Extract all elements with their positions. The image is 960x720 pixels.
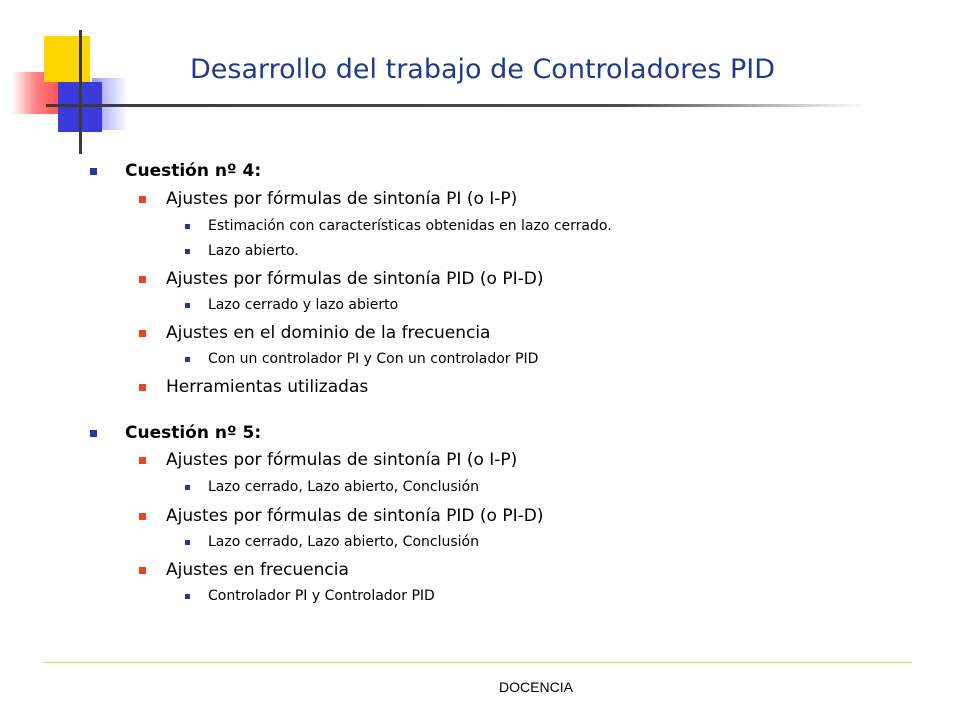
sub-list-item <box>185 297 398 313</box>
level1-bullet <box>90 168 97 175</box>
section-heading-text: Cuestión nº 4: <box>125 161 262 181</box>
sub-list-item-label: Lazo abierto. <box>208 243 299 259</box>
list-item <box>139 560 349 580</box>
level3-bullet <box>185 224 190 229</box>
sub-list-item <box>185 218 612 234</box>
sub-list-item-label: Estimación con características obtenidas en lazo cerrado. <box>208 218 612 234</box>
level2-bullet <box>139 457 146 464</box>
sub-list-item <box>185 588 435 604</box>
footer-text: DOCENCIA <box>499 679 573 695</box>
list-item <box>139 269 543 289</box>
section-heading-text: Cuestión nº 5: <box>125 423 262 443</box>
sub-list-item <box>185 351 538 367</box>
level3-bullet <box>185 357 190 362</box>
section-heading-5 <box>90 423 261 443</box>
level2-bullet <box>139 567 146 574</box>
list-item-label: Herramientas utilizadas <box>166 377 369 397</box>
sub-list-item <box>185 243 299 259</box>
list-item <box>139 506 543 526</box>
sub-list-item <box>185 479 479 495</box>
slide-logo <box>0 0 140 160</box>
list-item <box>139 377 368 397</box>
slide-title: Desarrollo del trabajo de Controladores PID <box>190 54 776 85</box>
level3-bullet <box>185 249 190 254</box>
level3-bullet <box>185 303 190 308</box>
logo-yellow-square <box>44 36 90 82</box>
sub-list-item <box>185 534 479 550</box>
sub-list-item-label: Lazo cerrado, Lazo abierto, Conclusión <box>208 479 479 495</box>
list-item-label: Ajustes en frecuencia <box>166 560 349 580</box>
list-item-label: Ajustes por fórmulas de sintonía PI (o I-P) <box>166 189 518 209</box>
footer-divider <box>42 662 912 663</box>
list-item <box>139 189 517 209</box>
list-item <box>139 323 490 343</box>
list-item-label: Ajustes por fórmulas de sintonía PID (o PI-D) <box>166 506 544 526</box>
footer <box>0 679 960 695</box>
sub-list-item-label: Lazo cerrado y lazo abierto <box>208 297 399 313</box>
level2-bullet <box>139 384 146 391</box>
level2-bullet <box>139 513 146 520</box>
title-underline <box>46 104 866 107</box>
level1-bullet <box>90 430 97 437</box>
list-item-label: Ajustes en el dominio de la frecuencia <box>166 323 491 343</box>
level2-bullet <box>139 196 146 203</box>
section-heading-4 <box>90 161 261 181</box>
level3-bullet <box>185 540 190 545</box>
sub-list-item-label: Con un controlador PI y Con un controlador PID <box>208 351 539 367</box>
level2-bullet <box>139 276 146 283</box>
list-item <box>139 450 517 470</box>
level3-bullet <box>185 485 190 490</box>
level3-bullet <box>185 594 190 599</box>
list-item-label: Ajustes por fórmulas de sintonía PI (o I-P) <box>166 450 518 470</box>
list-item-label: Ajustes por fórmulas de sintonía PID (o PI-D) <box>166 269 544 289</box>
sub-list-item-label: Controlador PI y Controlador PID <box>208 588 435 604</box>
level2-bullet <box>139 330 146 337</box>
sub-list-item-label: Lazo cerrado, Lazo abierto, Conclusión <box>208 534 479 550</box>
logo-vertical-line <box>79 30 82 154</box>
